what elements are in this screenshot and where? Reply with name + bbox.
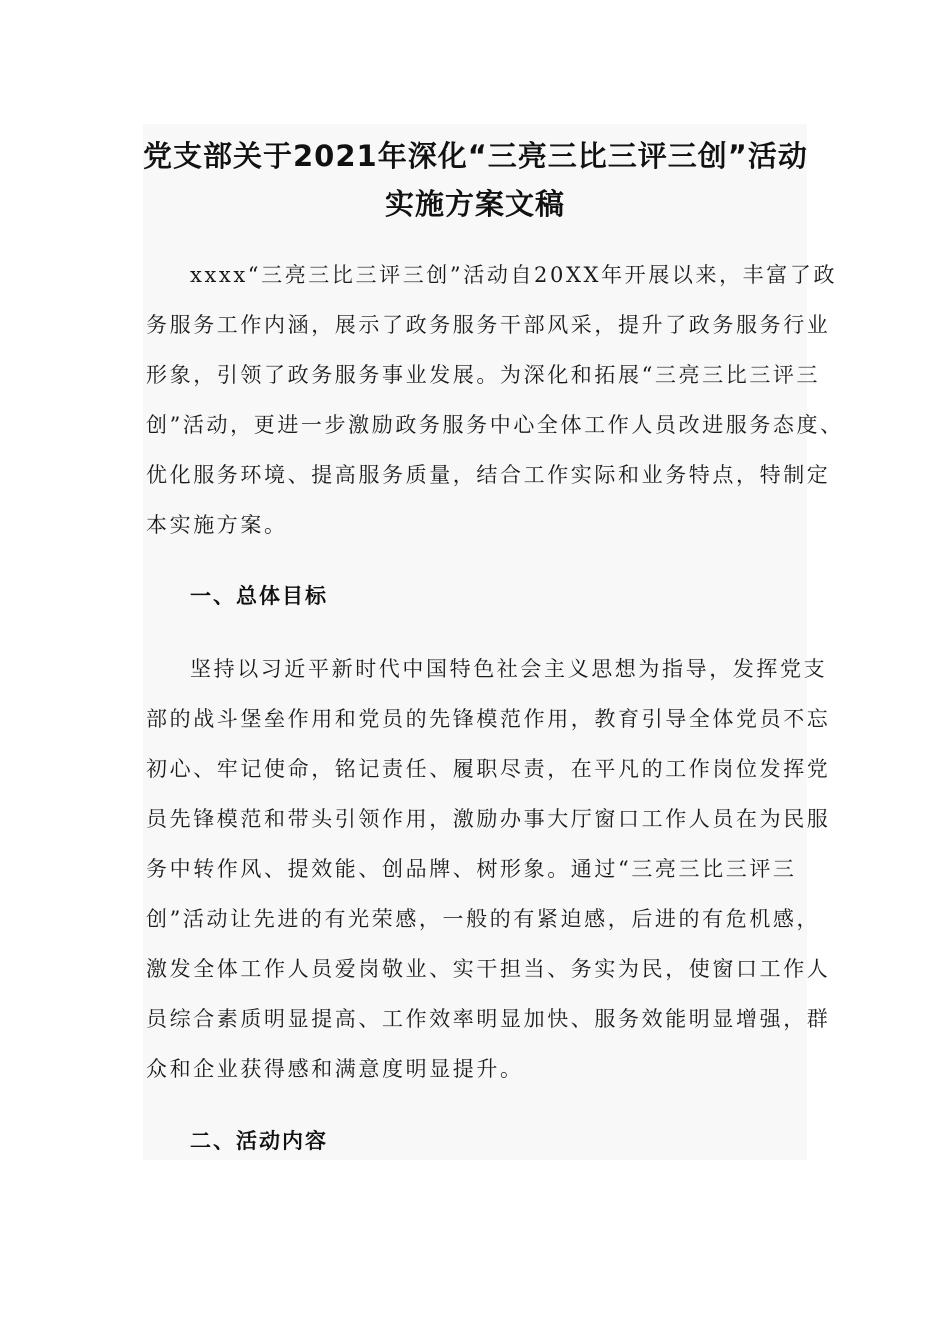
intro-paragraph-line: 务服务工作内涵，展示了政务服务干部风采，提升了政务服务行业: [146, 313, 831, 337]
document-title-line-2: 实施方案文稿: [384, 187, 565, 221]
intro-paragraph-line: 创”活动，更进一步激励政务服务中心全体工作人员改进服务态度、: [146, 413, 844, 437]
section1-paragraph-line: 部的战斗堡垒作用和党员的先锋模范作用，教育引导全体党员不忘: [146, 707, 831, 731]
intro-paragraph-line: 优化服务环境、提高服务质量，结合工作实际和业务特点，特制定: [146, 463, 831, 487]
section-heading-overall-goal: 一、总体目标: [190, 584, 328, 608]
intro-paragraph-line: 形象，引领了政务服务事业发展。为深化和拓展“三亮三比三评三: [146, 363, 821, 387]
section1-paragraph-line: 员先锋模范和带头引领作用，激励办事大厅窗口工作人员在为民服: [146, 807, 831, 831]
section1-paragraph-line: 初心、牢记使命，铭记责任、履职尽责，在平凡的工作岗位发挥党: [146, 757, 831, 781]
section-heading-activity-content: 二、活动内容: [190, 1129, 328, 1153]
section1-paragraph-line: 务中转作风、提效能、创品牌、树形象。通过“三亮三比三评三: [146, 857, 797, 881]
section1-paragraph-line: 坚持以习近平新时代中国特色社会主义思想为指导，发挥党支: [190, 657, 828, 681]
section1-paragraph-line: 员综合素质明显提高、工作效率明显加快、服务效能明显增强，群: [146, 1007, 831, 1031]
section1-paragraph-line: 激发全体工作人员爱岗敬业、实干担当、务实为民，使窗口工作人: [146, 957, 831, 981]
intro-paragraph-line: 本实施方案。: [146, 513, 288, 537]
section1-paragraph-line: 众和企业获得感和满意度明显提升。: [146, 1057, 524, 1081]
section1-paragraph-line: 创”活动让先进的有光荣感，一般的有紧迫感，后进的有危机感，: [146, 907, 821, 931]
document-title-line-1: 党支部关于2021年深化“三亮三比三评三创”活动: [143, 139, 808, 173]
intro-paragraph-line: xxxx“三亮三比三评三创”活动自20XX年开展以来，丰富了政: [190, 263, 838, 287]
